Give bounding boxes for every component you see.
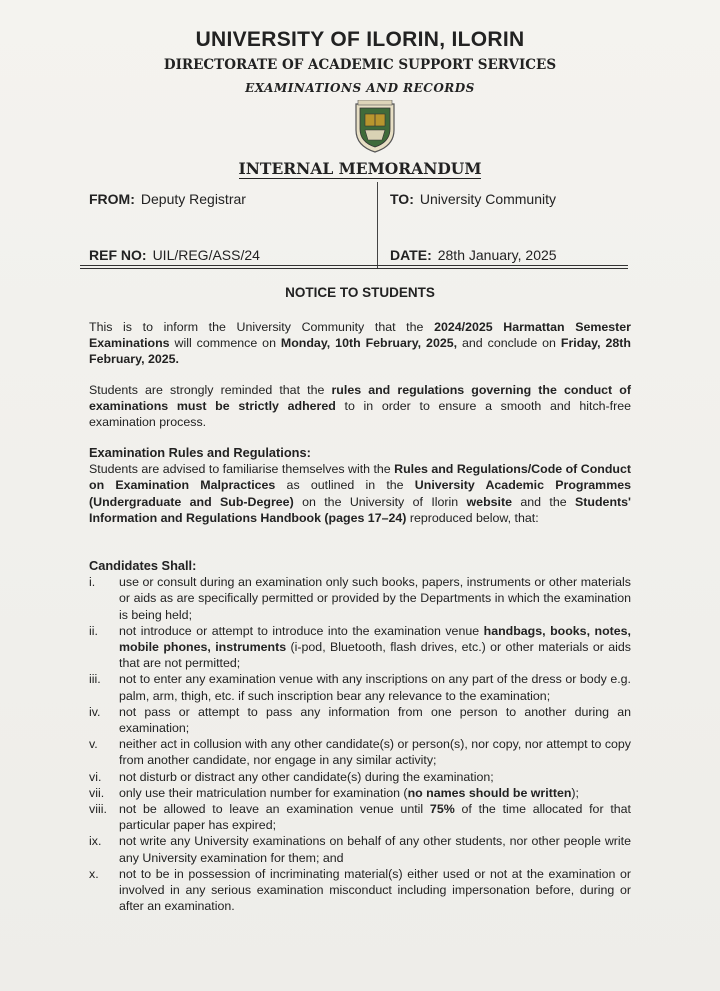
candidates-heading: Candidates Shall: xyxy=(89,558,197,573)
list-item: ii. not introduce or attempt to introduce into the examination venue handbags, books, notes, mobile phones, instruments (i-pod, Bluetooth, flash drives, etc.) or other materials or aids that are not permitted; xyxy=(89,623,632,671)
directorate-name: DIRECTORATE OF ACADEMIC SUPPORT SERVICES xyxy=(163,57,557,73)
memo-title: INTERNAL MEMORANDUM xyxy=(238,159,482,178)
list-item: ix. not write any University examinations on behalf of any other students, nor other people write any University examination for them; and xyxy=(89,834,631,865)
date-field: DATE: 28th January, 2025 xyxy=(390,247,557,263)
notice-title: NOTICE TO STUDENTS xyxy=(285,285,435,300)
list-item: vi. not disturb or distract any other candidate(s) during the examination; xyxy=(89,769,494,784)
list-item: i. use or consult during an examination only such books, papers, instruments or other materials or aids as are specifically permitted or provided by the Departments in which the examination is being held; xyxy=(89,575,631,622)
university-crest-icon xyxy=(352,100,398,154)
list-item: v. neither act in collusion with any other candidate(s) or person(s), nor copy, nor attempt to copy from another candidate, nor engage in any similar activity; xyxy=(89,737,631,768)
reminder-paragraph: Students are strongly reminded that the rules and regulations governing the conduct of examinations must be strictly adhered to in order to ensure a smooth and hitch-free examination process. xyxy=(89,383,632,430)
unit-name: EXAMINATIONS AND RECORDS xyxy=(245,81,475,95)
list-item: x. not to be in possession of incriminating material(s) either used or not at the examination or involved in any serious examination misconduct including impersonation before, during or after an examination. xyxy=(89,866,631,914)
intro-paragraph: This is to inform the University Community that the 2024/2025 Harmattan Semester Examinations will commence on Monday, 10th February, 2025, and conclude on Friday, 28th February, 2025. xyxy=(89,320,631,367)
ref-field: REF NO: UIL/REG/ASS/24 xyxy=(89,247,260,263)
university-name: UNIVERSITY OF ILORIN, ILORIN xyxy=(195,28,525,51)
list-item: iii. not to enter any examination venue with any inscriptions on any part of the dress or body e.g. palm, arm, thigh, etc. if such inscription bear any relevance to the examination; xyxy=(89,672,631,703)
from-field: FROM: Deputy Registrar xyxy=(89,191,246,207)
column-divider xyxy=(377,182,379,268)
list-item: viii. not be allowed to leave an examination venue until 75% of the time allocated for that particular paper has expired; xyxy=(89,802,631,833)
rule-line xyxy=(80,265,628,266)
rule-line xyxy=(80,268,628,269)
rules-heading: Examination Rules and Regulations: xyxy=(89,445,311,460)
to-field: TO: University Community xyxy=(390,191,556,207)
candidates-section xyxy=(89,558,631,914)
list-item: vii. only use their matriculation number for examination (no names should be written); xyxy=(89,785,579,800)
rules-list xyxy=(89,574,631,914)
memo-header-table xyxy=(80,182,628,268)
rules-intro-paragraph: Examination Rules and Regulations: Students are advised to familiarise themselves with the Rules and Regulations/Code of Conduct on Examination Malpractices as outlined in the University Academic Programmes (Undergraduate and Sub-Degree) on the University of Ilorin website and the Students' Information and Regulations Handbook (pages 17–24) reproduced below, that: xyxy=(89,445,631,525)
list-item: iv. not pass or attempt to pass any information from one person to another during an examination; xyxy=(89,704,631,736)
